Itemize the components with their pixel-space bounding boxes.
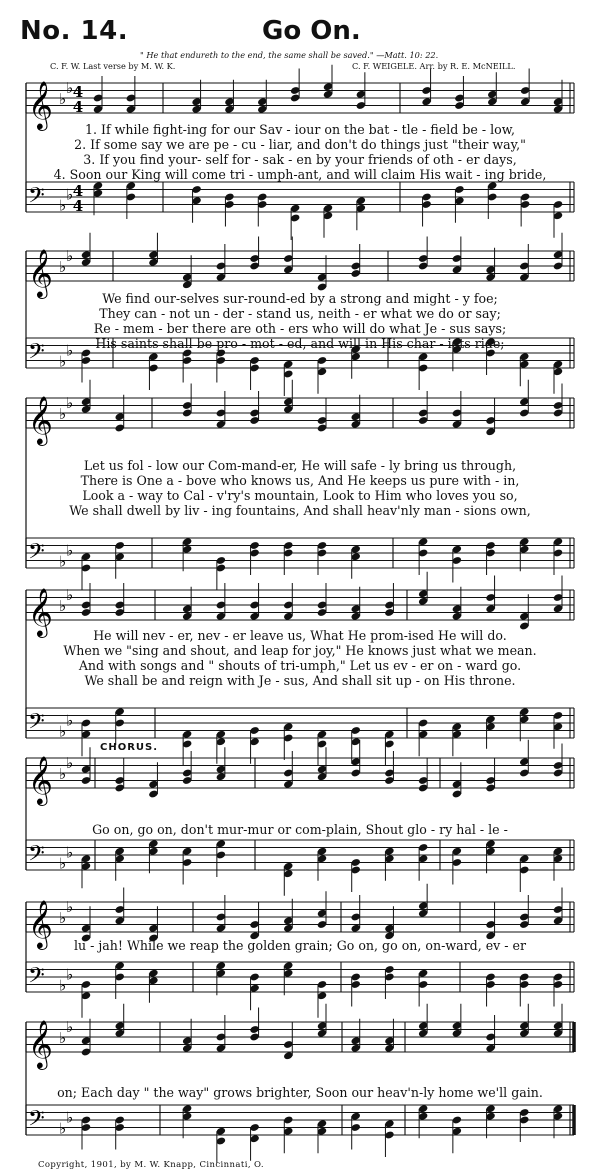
flat-sign: ♭ [59, 722, 67, 741]
lyric-line: 1. If while fight-ing for our Sav - iour on the bat - tle - field be - low, [84, 122, 516, 137]
bass-clef: 𝄢 [28, 963, 45, 994]
flat-sign: ♭ [66, 246, 74, 265]
flat-sign: ♭ [59, 1029, 67, 1047]
flat-sign: ♭ [66, 585, 74, 604]
lyric-line: Look a - way to Cal - v'ry's mountain, Look to Him who loves you so, [82, 488, 518, 503]
flat-sign: ♭ [66, 753, 74, 772]
bass-clef: 𝄢 [28, 539, 45, 570]
lyric-line: And with songs and " shouts of tri-umph," Let us ev - er on - ward go. [78, 658, 522, 673]
flat-sign: ♭ [59, 552, 67, 571]
flat-sign: ♭ [66, 1017, 74, 1036]
flat-sign: ♭ [59, 352, 67, 371]
lyric-line: on; Each day " the way" grows brighter, Soon our heav'n-ly home we'll gain. [57, 1085, 543, 1100]
bass-clef: 𝄢 [28, 183, 45, 214]
lyric-line: lu - jah! While we reap the golden grain; Go on, go on, on-ward, ev - er [73, 938, 527, 953]
scripture-epigraph: " He that endureth to the end, the same shall be saved." —Matt. 10: 22. [140, 50, 439, 60]
flat-sign: ♭ [59, 854, 67, 873]
flat-sign: ♭ [66, 393, 74, 412]
treble-clef: 𝄞 [28, 587, 53, 636]
lyric-line: We find our-selves sur-round-ed by a strong and might - y foe; [102, 291, 498, 306]
bass-clef: 𝄢 [28, 339, 45, 370]
treble-clef: 𝄞 [28, 1019, 53, 1068]
lyric-line: Re - mem - ber there are oth - ers who will do what Je - sus says; [93, 321, 507, 336]
bass-clef: 𝄢 [28, 1106, 45, 1137]
composer-credit: C. F. WEIGELE. Arr. by R. E. McNEILL. [352, 61, 516, 71]
flat-sign: ♭ [66, 1108, 74, 1127]
treble-clef: 𝄞 [28, 80, 53, 129]
treble-clef: 𝄞 [28, 248, 53, 297]
lyric-line: 2. If some say we are pe - cu - liar, and don't do things just "their way," [74, 137, 526, 152]
lyric-line: When we "sing and shout, and leap for joy," He knows just what we mean. [63, 643, 537, 658]
lyric-line: They can - not un - der - stand us, neith - er what we do or say; [99, 306, 501, 321]
copyright-notice: Copyright, 1901, by M. W. Knapp, Cincinnati, O. [38, 1160, 265, 1170]
flat-sign: ♭ [66, 341, 74, 360]
time-signature-bottom: 4 [72, 98, 84, 116]
flat-sign: ♭ [66, 897, 74, 916]
lyric-line: We shall be and reign with Je - sus, And shall sit up - on His throne. [84, 673, 516, 688]
lyric-line: He will nev - er, nev - er leave us, What He prom-ised He will do. [93, 628, 507, 643]
time-signature-bottom: 4 [72, 197, 84, 215]
time-signature-top: 4 [72, 182, 84, 200]
bass-clef: 𝄢 [28, 841, 45, 872]
flat-sign: ♭ [59, 258, 67, 276]
flat-sign: ♭ [59, 976, 67, 995]
treble-clef: 𝄞 [28, 755, 53, 804]
time-signature-top: 4 [72, 83, 84, 101]
bass-clef: 𝄢 [28, 709, 45, 740]
lyric-line: 3. If you find your- self for - sak - en by your friends of oth - er days, [83, 152, 517, 167]
flat-sign: ♭ [66, 965, 74, 984]
flat-sign: ♭ [59, 765, 67, 783]
flat-sign: ♭ [66, 185, 74, 204]
hymn-title: Go On. [262, 16, 361, 46]
hymn-number: No. 14. [20, 16, 129, 46]
flat-sign: ♭ [59, 196, 67, 215]
lyric-line: We shall dwell by liv - ing fountains, And shall heav'nly man - sions own, [69, 503, 531, 518]
chorus-label: CHORUS. [100, 742, 159, 753]
lyric-line: His saints shall be pro - mot - ed, and will in His char - iots ride; [95, 336, 505, 351]
flat-sign: ♭ [59, 597, 67, 615]
flat-sign: ♭ [59, 909, 67, 927]
flat-sign: ♭ [59, 1119, 67, 1138]
lyric-line: 4. Soon our King will come tri - umph-ant, and will claim His wait - ing bride, [53, 167, 547, 182]
lyric-line: Go on, go on, don't mur-mur or com-plain, Shout glo - ry hal - le - [92, 822, 508, 837]
treble-clef: 𝄞 [28, 395, 53, 444]
treble-clef: 𝄞 [28, 899, 53, 948]
flat-sign: ♭ [66, 541, 74, 560]
lyric-credit: C. F. W. Last verse by M. W. K. [50, 61, 176, 71]
flat-sign: ♭ [59, 90, 67, 108]
lyric-line: Let us fol - low our Com-mand-er, He will safe - ly bring us through, [83, 458, 517, 473]
flat-sign: ♭ [66, 843, 74, 862]
flat-sign: ♭ [66, 711, 74, 730]
flat-sign: ♭ [66, 78, 74, 97]
lyric-line: There is One a - bove who knows us, And He keeps us pure with - in, [80, 473, 520, 488]
flat-sign: ♭ [59, 405, 67, 423]
